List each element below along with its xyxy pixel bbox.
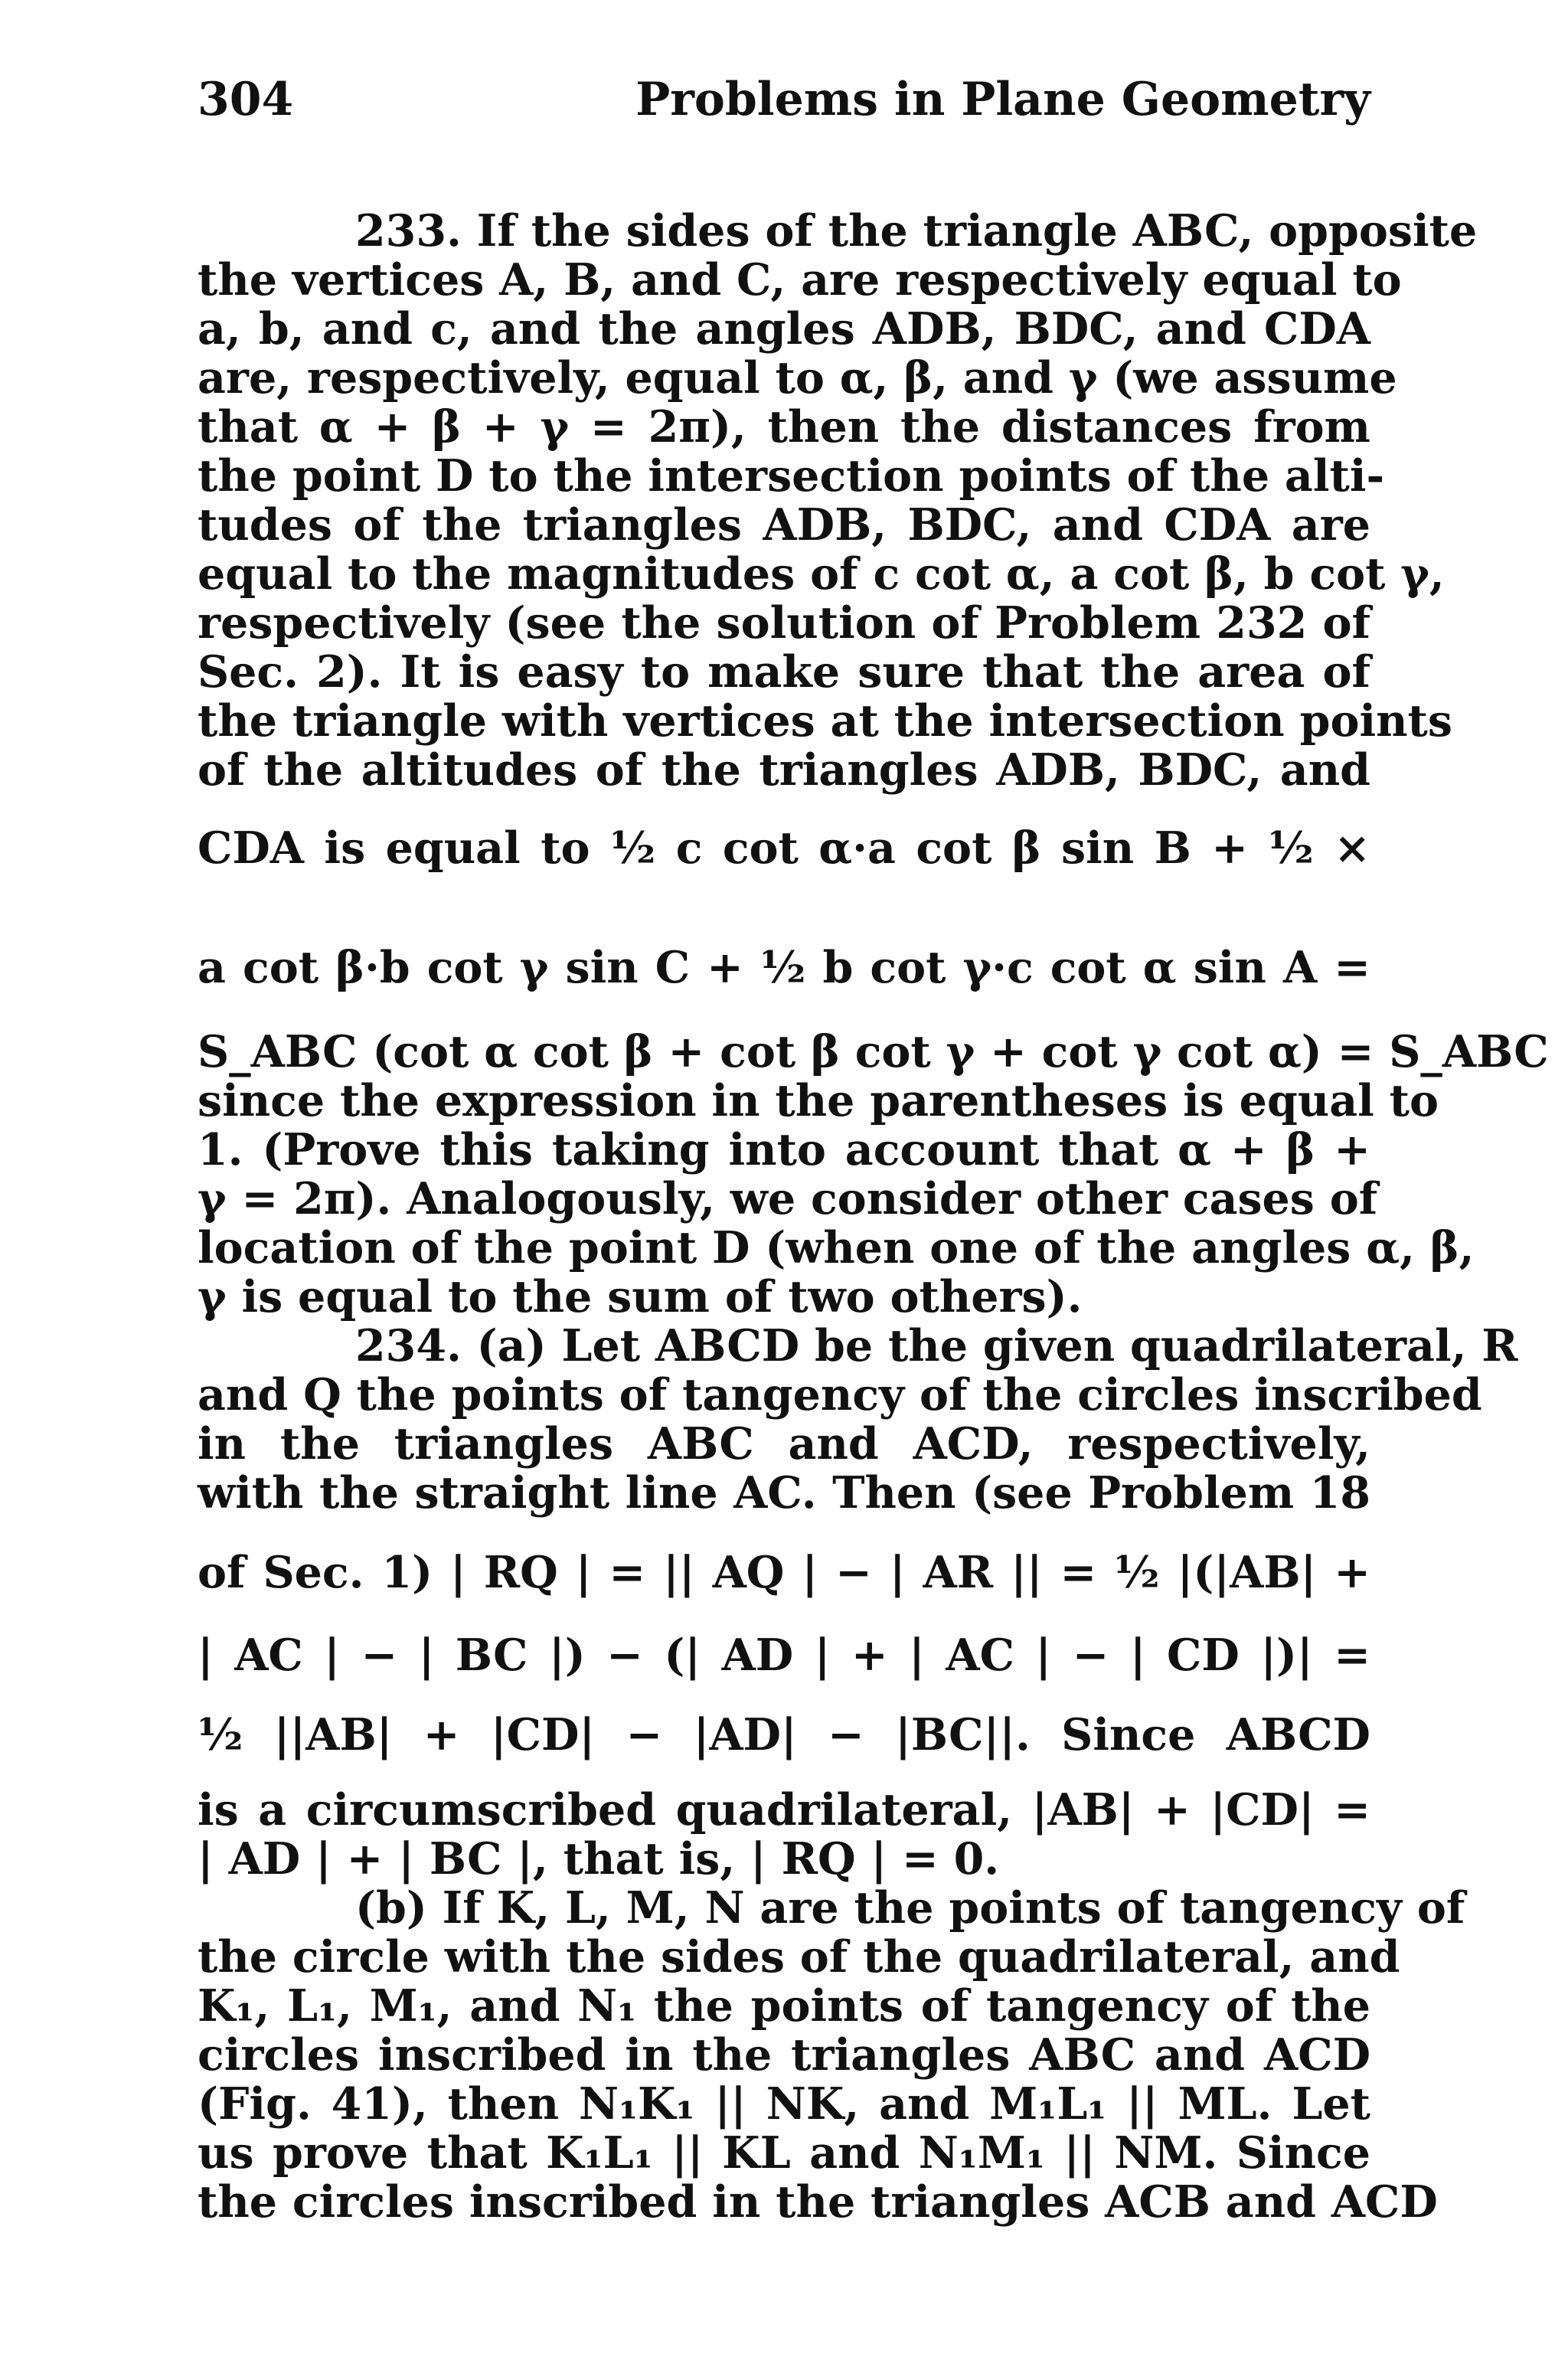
text-line: circles inscribed in the triangles ABC and ACD	[198, 2029, 1370, 2081]
formula-line: of Sec. 1) | RQ | = || AQ | − | AR || = ½ |(|AB| +	[198, 1547, 1370, 1598]
text-line: 1. (Prove this taking into account that α + β +	[198, 1124, 1370, 1175]
text-line: 233. If the sides of the triangle ABC, opposite	[355, 205, 1478, 257]
formula-line: S_ABC (cot α cot β + cot β cot γ + cot γ cot α) = S_ABC	[198, 1026, 1549, 1077]
text-line: in the triangles ABC and ACD, respectively,	[198, 1418, 1370, 1470]
text-line: of the altitudes of the triangles ADB, BDC, and	[198, 744, 1370, 796]
text-line: and Q the points of tangency of the circles inscribed	[198, 1369, 1482, 1420]
text-line: (Fig. 41), then N₁K₁ || NK, and M₁L₁ || ML. Let	[198, 2078, 1370, 2130]
text-line: K₁, L₁, M₁, and N₁ the points of tangency of the	[198, 1980, 1370, 2032]
text-line: the circle with the sides of the quadrilateral, and	[198, 1931, 1400, 1983]
text-line: since the expression in the parentheses is equal to	[198, 1075, 1439, 1126]
running-title: Problems in Plane Geometry	[635, 73, 1370, 126]
text-line: Sec. 2). It is easy to make sure that the area of	[198, 646, 1370, 698]
text-line: tudes of the triangles ADB, BDC, and CDA are	[198, 499, 1370, 551]
text-line: a, b, and c, and the angles ADB, BDC, and CDA	[198, 303, 1370, 355]
formula-line: ½ ||AB| + |CD| − |AD| − |BC||. Since ABCD	[198, 1709, 1370, 1760]
text-line: | AD | + | BC |, that is, | RQ | = 0.	[198, 1833, 1000, 1885]
formula-line: a cot β·b cot γ sin C + ½ b cot γ·c cot α sin A =	[198, 942, 1370, 993]
text-line: γ is equal to the sum of two others).	[198, 1271, 1083, 1322]
formula-line: CDA is equal to ½ c cot α·a cot β sin B + ½ ×	[198, 822, 1370, 874]
page-header	[198, 73, 1370, 134]
text-line: the circles inscribed in the triangles ACB and ACD	[198, 2176, 1438, 2228]
page-number: 304	[198, 73, 294, 126]
text-line: 234. (a) Let ABCD be the given quadrilateral, R	[355, 1320, 1518, 1371]
text-line: (b) If K, L, M, N are the points of tangency of	[355, 1882, 1465, 1934]
text-line: with the straight line AC. Then (see Problem 18	[198, 1467, 1370, 1519]
text-line: equal to the magnitudes of c cot α, a cot β, b cot γ,	[198, 548, 1445, 600]
text-line: is a circumscribed quadrilateral, |AB| + |CD| =	[198, 1784, 1370, 1836]
text-line: γ = 2π). Analogously, we consider other cases of	[198, 1173, 1378, 1224]
text-line: the vertices A, B, and C, are respectively equal to	[198, 254, 1402, 306]
text-line: the point D to the intersection points of the alti-	[198, 450, 1385, 502]
text-line: respectively (see the solution of Problem 232 of	[198, 597, 1370, 649]
text-line: are, respectively, equal to α, β, and γ (we assume	[198, 352, 1397, 404]
text-line: location of the point D (when one of the angles α, β,	[198, 1222, 1475, 1273]
text-line: that α + β + γ = 2π), then the distances from	[198, 401, 1370, 453]
formula-line: | AC | − | BC |) − (| AD | + | AC | − | CD |)| =	[198, 1630, 1370, 1681]
text-line: the triangle with vertices at the intersection points	[198, 695, 1452, 747]
text-line: us prove that K₁L₁ || KL and N₁M₁ || NM. Since	[198, 2127, 1370, 2179]
